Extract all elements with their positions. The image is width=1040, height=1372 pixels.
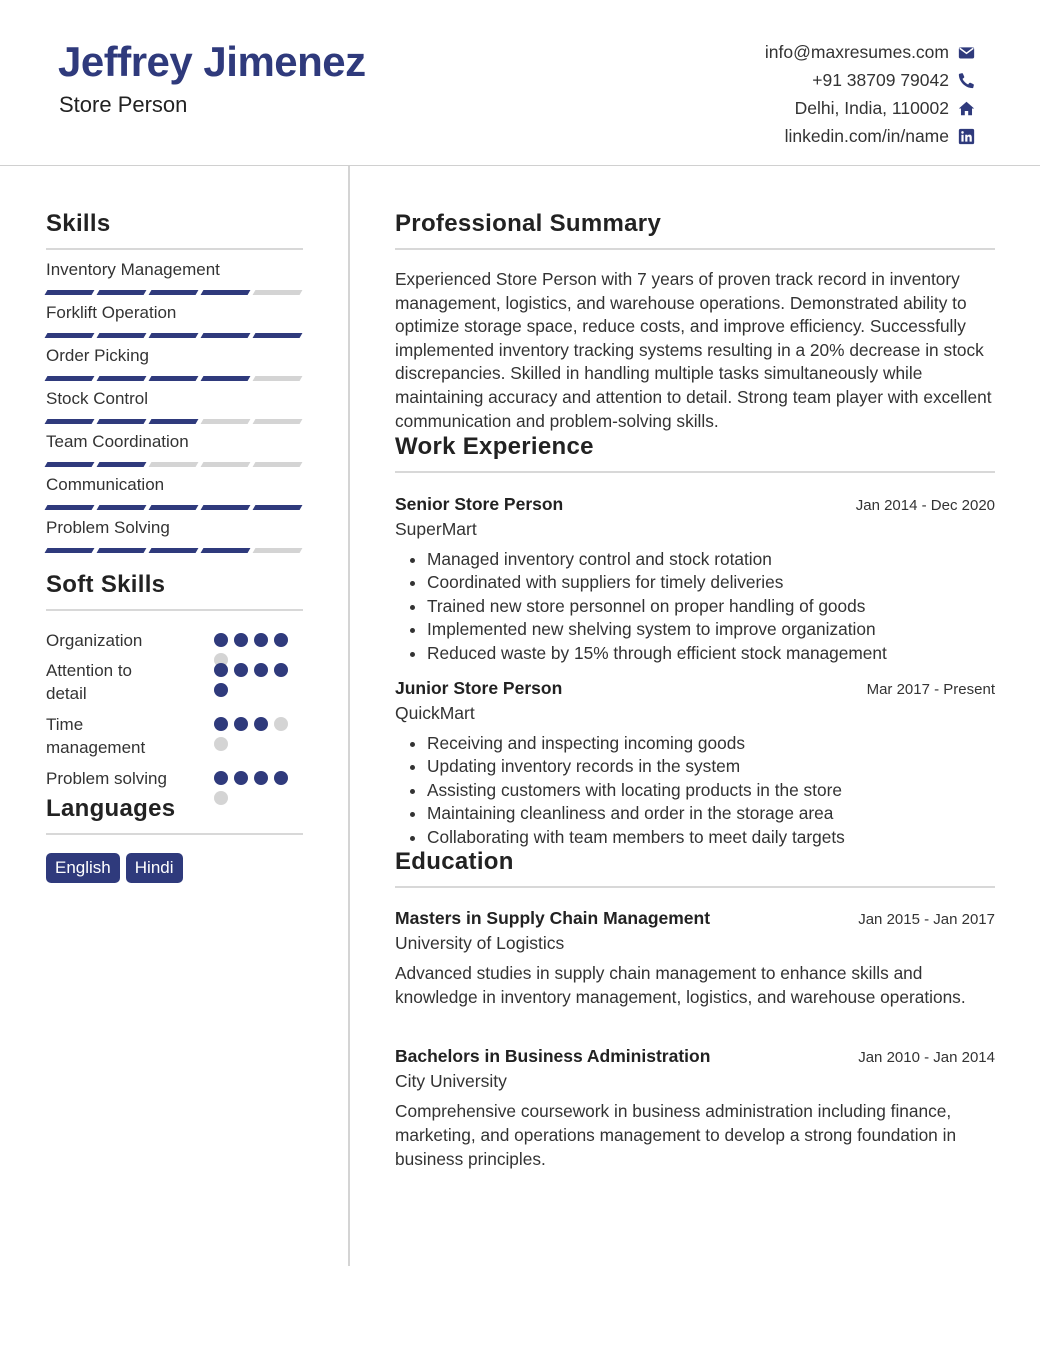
- skill-level-segment: [253, 376, 303, 381]
- soft-skills-list: [46, 629, 303, 807]
- skill-item: [46, 430, 303, 473]
- skill-name: Team Coordination: [46, 432, 189, 451]
- skill-item: [46, 473, 303, 516]
- skill-level-segment: [45, 505, 95, 510]
- skill-level-segment: [149, 290, 199, 295]
- skill-level-segment: [45, 333, 95, 338]
- soft-skill-name: Problem solving: [46, 769, 167, 788]
- contact-address-text: Delhi, India, 110002: [794, 97, 949, 118]
- soft-skills-section: [46, 571, 303, 807]
- job-bullet: • Maintaining cleanliness and order in the storage area: [427, 802, 995, 825]
- summary-text: Experienced Store Person with 7 years of proven track record in inventory management, logistics, and warehouse operations. Demonstrated ability to optimize storage space, reduce costs, and improve efficiency. Successfully implemented inventory tracking systems resulting in a 20% decrease in stock discrepancies. Skilled in handling multiple tasks simultaneously while maintaining accuracy and attention to detail. Strong team player with excellent communication and problem-solving skills.: [395, 269, 992, 431]
- education-dates: Jan 2010 - Jan 2014: [858, 1049, 995, 1066]
- soft-skills-title: Soft Skills: [46, 571, 166, 598]
- skill-level-bar: [46, 462, 303, 467]
- job-bullet: • Reduced waste by 15% through efficient stock management: [427, 642, 995, 665]
- skill-level-segment: [253, 462, 303, 467]
- work-section: [395, 433, 995, 473]
- section-rule: [46, 609, 303, 611]
- column-divider: [348, 166, 350, 1266]
- soft-skill-name: Organization: [46, 631, 143, 650]
- education-entry: [395, 1046, 995, 1171]
- resume-header: [0, 0, 1040, 166]
- education-dates: Jan 2015 - Jan 2017: [858, 911, 995, 928]
- skill-level-bar: [46, 548, 303, 553]
- job-bullet: • Assisting customers with locating products in the store: [427, 779, 995, 802]
- skill-level-segment: [149, 462, 199, 467]
- envelope-icon: [957, 43, 975, 61]
- rating-dot: [214, 683, 228, 697]
- skill-item: [46, 258, 303, 301]
- skill-level-bar: [46, 376, 303, 381]
- rating-dot: [214, 663, 228, 677]
- skill-level-bar: [46, 419, 303, 424]
- skill-level-segment: [97, 548, 147, 553]
- skill-level-segment: [45, 290, 95, 295]
- skill-level-segment: [45, 419, 95, 424]
- job-title: Senior Store Person: [395, 494, 564, 514]
- education-description: Comprehensive coursework in business administration including finance, marketing, and operations management to develop a strong foundation in business principles.: [395, 1101, 957, 1169]
- skill-level-segment: [97, 376, 147, 381]
- education-title: Education: [395, 848, 514, 875]
- rating-dot: [234, 663, 248, 677]
- skill-item: [46, 301, 303, 344]
- skill-level-segment: [149, 548, 199, 553]
- contact-address: [575, 94, 975, 122]
- skill-item: [46, 344, 303, 387]
- contact-list: [575, 38, 975, 150]
- skill-level-segment: [45, 376, 95, 381]
- skill-level-bar: [46, 290, 303, 295]
- job-bullet: • Managed inventory control and stock rotation: [427, 548, 995, 571]
- rating-dot: [274, 633, 288, 647]
- contact-phone-text[interactable]: +91 38709 79042: [812, 69, 949, 90]
- section-rule: [395, 248, 995, 250]
- skill-level-segment: [97, 333, 147, 338]
- job-company: SuperMart: [395, 519, 477, 539]
- section-rule: [46, 248, 303, 250]
- skill-level-segment: [149, 419, 199, 424]
- skill-level-segment: [149, 505, 199, 510]
- school-name: University of Logistics: [395, 933, 565, 953]
- work-title: Work Experience: [395, 433, 594, 460]
- soft-skill-rating: [214, 663, 289, 697]
- school-name: City University: [395, 1071, 507, 1091]
- rating-dot: [234, 771, 248, 785]
- job-entry: [395, 678, 995, 849]
- soft-skill-name: Time management: [46, 715, 146, 757]
- rating-dot: [254, 663, 268, 677]
- linkedin-icon: [957, 127, 975, 145]
- section-rule: [395, 886, 995, 888]
- soft-skill-item: [46, 629, 303, 659]
- job-dates: Mar 2017 - Present: [866, 681, 995, 698]
- skill-level-segment: [253, 505, 303, 510]
- rating-dot: [234, 633, 248, 647]
- rating-dot: [214, 633, 228, 647]
- skill-level-segment: [253, 419, 303, 424]
- contact-linkedin-text[interactable]: linkedin.com/in/name: [784, 125, 949, 146]
- home-icon: [957, 99, 975, 117]
- skill-level-segment: [45, 548, 95, 553]
- skill-level-segment: [201, 462, 251, 467]
- skill-level-segment: [253, 290, 303, 295]
- job-entry: [395, 494, 995, 665]
- soft-skill-item: [46, 659, 303, 713]
- job-bullet: • Coordinated with suppliers for timely deliveries: [427, 571, 995, 594]
- rating-dot: [214, 737, 228, 751]
- job-company: QuickMart: [395, 703, 475, 723]
- job-bullet: • Collaborating with team members to meet daily targets: [427, 826, 995, 849]
- skill-name: Inventory Management: [46, 260, 220, 279]
- job-bullet: • Receiving and inspecting incoming goods: [427, 732, 995, 755]
- summary-title: Professional Summary: [395, 210, 662, 237]
- education-description: Advanced studies in supply chain management to enhance skills and knowledge in inventory management, logistics, and warehouse operations.: [395, 963, 966, 1007]
- skills-title: Skills: [46, 210, 111, 237]
- phone-icon: [957, 71, 975, 89]
- soft-skill-name: Attention to detail: [46, 661, 133, 703]
- language-tags: [46, 853, 303, 883]
- job-bullet: • Implemented new shelving system to improve organization: [427, 618, 995, 641]
- skill-level-segment: [97, 462, 147, 467]
- skill-level-segment: [201, 548, 251, 553]
- rating-dot: [254, 771, 268, 785]
- skill-name: Order Picking: [46, 346, 149, 365]
- skill-level-segment: [97, 419, 147, 424]
- rating-dot: [274, 771, 288, 785]
- job-bullet: • Updating inventory records in the system: [427, 755, 995, 778]
- language-tag: Hindi: [126, 853, 183, 883]
- contact-linkedin[interactable]: [575, 122, 975, 150]
- skill-name: Stock Control: [46, 389, 149, 408]
- skill-name: Problem Solving: [46, 518, 170, 537]
- rating-dot: [274, 717, 288, 731]
- rating-dot: [274, 663, 288, 677]
- languages-section: [46, 795, 303, 883]
- skill-level-bar: [46, 333, 303, 338]
- skill-name: Communication: [46, 475, 165, 494]
- skill-item: [46, 516, 303, 559]
- degree-title: Masters in Supply Chain Management: [395, 908, 711, 928]
- soft-skill-item: [46, 713, 303, 767]
- education-entry: [395, 908, 995, 1010]
- skill-name: Forklift Operation: [46, 303, 177, 322]
- degree-title: Bachelors in Business Administration: [395, 1046, 711, 1066]
- section-rule: [46, 833, 303, 835]
- job-bullets: [395, 548, 995, 665]
- skill-level-segment: [201, 290, 251, 295]
- skill-level-segment: [201, 505, 251, 510]
- candidate-name: Jeffrey Jimenez: [58, 38, 366, 85]
- contact-phone[interactable]: [575, 66, 975, 94]
- languages-title: Languages: [46, 795, 176, 822]
- section-rule: [395, 471, 995, 473]
- job-title: Junior Store Person: [395, 678, 563, 698]
- skill-level-segment: [97, 505, 147, 510]
- skill-level-bar: [46, 505, 303, 510]
- job-bullets: [395, 732, 995, 849]
- soft-skill-rating: [214, 717, 289, 751]
- skill-level-segment: [253, 548, 303, 553]
- contact-email-text[interactable]: info@maxresumes.com: [764, 41, 949, 62]
- skill-item: [46, 387, 303, 430]
- rating-dot: [214, 717, 228, 731]
- skill-level-segment: [253, 333, 303, 338]
- skill-level-segment: [149, 376, 199, 381]
- rating-dot: [214, 771, 228, 785]
- job-dates: Jan 2014 - Dec 2020: [855, 497, 995, 514]
- rating-dot: [254, 717, 268, 731]
- rating-dot: [254, 633, 268, 647]
- candidate-role: Store Person: [59, 92, 188, 117]
- skills-list: [46, 258, 303, 559]
- job-bullet: • Trained new store personnel on proper handling of goods: [427, 595, 995, 618]
- skills-section: [46, 210, 303, 559]
- skill-level-segment: [45, 462, 95, 467]
- education-section: [395, 848, 995, 888]
- contact-email[interactable]: [575, 38, 975, 66]
- skill-level-segment: [201, 419, 251, 424]
- skill-level-segment: [201, 333, 251, 338]
- skill-level-segment: [97, 290, 147, 295]
- skill-level-segment: [201, 376, 251, 381]
- skill-level-segment: [149, 333, 199, 338]
- summary-section: [395, 210, 995, 433]
- rating-dot: [234, 717, 248, 731]
- language-tag: English: [46, 853, 120, 883]
